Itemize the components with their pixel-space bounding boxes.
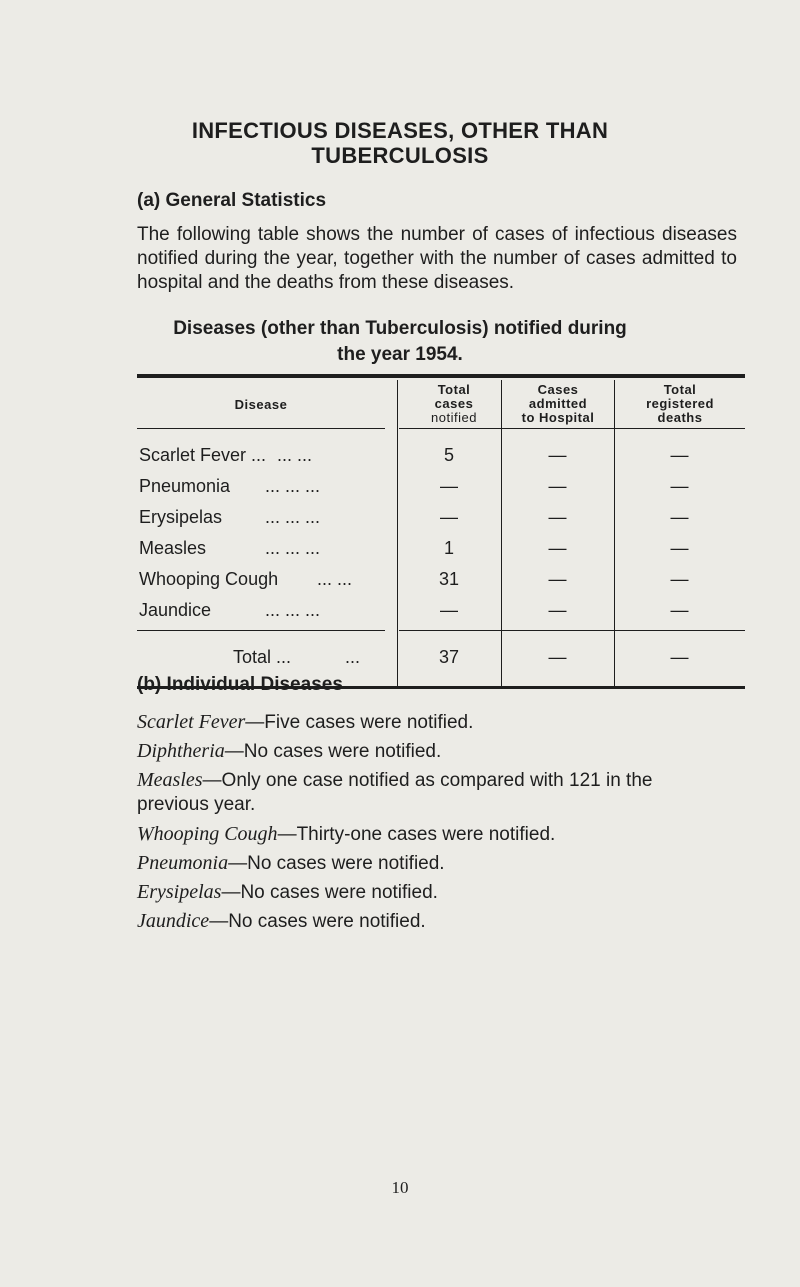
- table-cell-admitted: —: [548, 476, 567, 496]
- table-row-name: Pneumonia: [139, 476, 231, 496]
- total-divider-left: [137, 630, 385, 631]
- column-divider-1: [397, 380, 398, 688]
- disease-note: Jaundice—No cases were notified.: [137, 910, 426, 932]
- table-cell-notified: 1: [443, 538, 454, 558]
- total-admitted: —: [548, 647, 567, 667]
- table-cell-admitted: —: [548, 600, 567, 620]
- table-cell-notified: —: [440, 600, 458, 620]
- table-cell-notified: —: [440, 507, 458, 527]
- total-deaths: —: [670, 647, 689, 667]
- table-row-name: Scarlet Fever ...: [139, 445, 267, 465]
- disease-table: [137, 374, 745, 714]
- page-title-line-2: TUBERCULOSIS: [311, 143, 489, 168]
- leader-dots: ... ... ...: [265, 538, 321, 558]
- table-row-name: Erysipelas: [139, 507, 223, 527]
- header-deaths: Total registered deaths: [646, 382, 714, 425]
- disease-note: Pneumonia—No cases were notified.: [137, 852, 445, 874]
- table-row-name: Whooping Cough: [139, 569, 279, 589]
- leader-dots: ... ... ...: [265, 507, 321, 527]
- table-cell-notified: 31: [438, 569, 460, 589]
- table-cell-deaths: —: [670, 445, 689, 465]
- header-divider-left: [137, 428, 385, 429]
- table-cell-notified: 5: [443, 445, 454, 465]
- leader-dots: ...: [345, 647, 361, 667]
- leader-dots: ... ... ...: [265, 600, 321, 620]
- disease-note-continuation: previous year.: [137, 794, 256, 815]
- leader-dots: ... ...: [277, 445, 313, 465]
- table-cell-deaths: —: [670, 507, 689, 527]
- header-admitted: Cases admitted to Hospital: [521, 382, 595, 425]
- table-cell-deaths: —: [670, 538, 689, 558]
- table-cell-notified: —: [440, 476, 458, 496]
- disease-note: Whooping Cough—Thirty-one cases were notified.: [137, 823, 556, 845]
- table-cell-admitted: —: [548, 569, 567, 589]
- table-caption-line-1: Diseases (other than Tuberculosis) notified during: [173, 318, 627, 339]
- table-cell-deaths: —: [670, 600, 689, 620]
- total-divider-right: [399, 630, 745, 631]
- table-cell-admitted: —: [548, 538, 567, 558]
- column-divider-2: [501, 380, 502, 688]
- header-divider-right: [399, 428, 745, 429]
- disease-note: Erysipelas—No cases were notified.: [137, 881, 438, 903]
- table-cell-deaths: —: [670, 476, 689, 496]
- section-a-paragraph: The following table shows the number of cases of infectious diseases notified during the year, together with the number of cases admitted to hospital and the deaths from these diseases.: [137, 224, 737, 293]
- section-b-heading: (b) Individual Diseases: [137, 674, 343, 695]
- leader-dots: ... ... ...: [265, 476, 321, 496]
- header-disease: Disease: [234, 397, 288, 412]
- table-row-name: Jaundice: [139, 600, 212, 620]
- section-a-heading: (a) General Statistics: [137, 190, 327, 211]
- table-cell-deaths: —: [670, 569, 689, 589]
- leader-dots: ... ...: [317, 569, 353, 589]
- page-title-line-1: INFECTIOUS DISEASES, OTHER THAN: [191, 118, 609, 143]
- table-caption-line-2: the year 1954.: [337, 344, 463, 365]
- disease-note: Scarlet Fever—Five cases were notified.: [137, 711, 474, 733]
- page-number: 10: [391, 1178, 409, 1197]
- total-notified: 37: [438, 647, 460, 667]
- disease-note: Measles—Only one case notified as compared with 121 in the: [137, 769, 653, 791]
- disease-note: Diphtheria—No cases were notified.: [137, 740, 442, 762]
- header-total-cases: Total cases notified: [431, 382, 477, 425]
- column-divider-3: [614, 380, 615, 688]
- total-label: Total ...: [233, 647, 292, 667]
- table-top-rule: [137, 374, 745, 378]
- table-row-name: Measles: [139, 538, 207, 558]
- table-cell-admitted: —: [548, 507, 567, 527]
- table-cell-admitted: —: [548, 445, 567, 465]
